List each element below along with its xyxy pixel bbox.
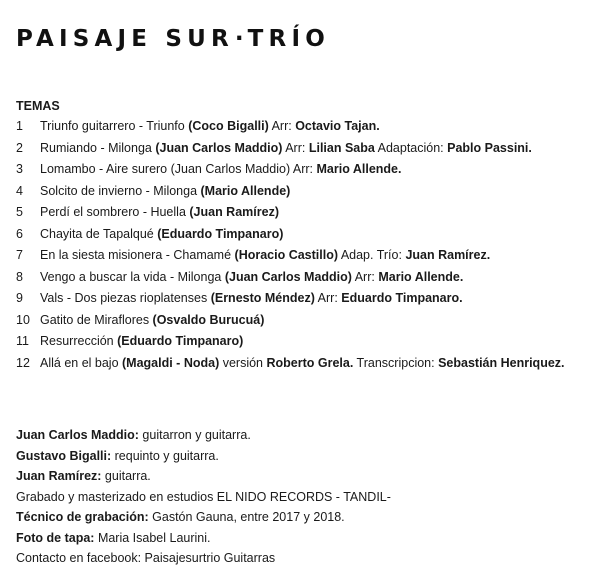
track-credit-bold: (Horacio Castillo) bbox=[234, 248, 339, 262]
track-text: Adaptación: bbox=[374, 140, 448, 155]
track-credit-bold: Sebastián Henriquez. bbox=[438, 355, 565, 370]
track-number: 2 bbox=[16, 140, 23, 155]
track-number: 3 bbox=[16, 162, 23, 176]
credit-row bbox=[16, 528, 600, 549]
track-text: En la siesta misionera - Chamamé bbox=[40, 248, 235, 262]
credit-text: Grabado y masterizado en estudios EL NIDO RECORDS - TANDIL- bbox=[16, 489, 391, 504]
credit-row bbox=[16, 425, 600, 446]
track-text: Rumiando - Milonga bbox=[40, 140, 156, 155]
track-credit-bold: Pablo Passini. bbox=[447, 140, 532, 155]
track-row bbox=[16, 116, 600, 138]
track-row bbox=[16, 353, 600, 375]
credits-list bbox=[16, 425, 600, 569]
track-number: 9 bbox=[16, 291, 23, 305]
credit-label: Juan Carlos Maddio: bbox=[16, 428, 139, 442]
track-number: 5 bbox=[16, 205, 23, 219]
credit-row bbox=[16, 466, 600, 487]
track-text: Solcito de invierno - Milonga bbox=[40, 183, 201, 198]
track-credit-bold: (Mario Allende) bbox=[200, 183, 291, 198]
track-row bbox=[16, 331, 600, 353]
track-rows bbox=[16, 116, 600, 374]
track-row bbox=[16, 224, 600, 246]
credit-label: Técnico de grabación: bbox=[16, 510, 149, 524]
track-row bbox=[16, 159, 600, 181]
credit-row bbox=[16, 548, 600, 569]
track-credit-bold: (Eduardo Timpanaro) bbox=[157, 226, 284, 241]
track-list bbox=[16, 96, 600, 374]
track-credit-bold: Mario Allende. bbox=[378, 269, 464, 284]
track-text: Lomambo - Aire surero (Juan Carlos Maddio) Arr: bbox=[40, 162, 317, 176]
track-text: Vals - Dos piezas rioplatenses bbox=[40, 291, 211, 305]
page-title bbox=[16, 24, 330, 54]
credit-text: Contacto en facebook: Paisajesurtrio Guitarras bbox=[16, 551, 276, 565]
track-credit-bold: Mario Allende. bbox=[316, 162, 402, 176]
track-credit-bold: Roberto Grela. bbox=[266, 355, 354, 370]
credit-row bbox=[16, 487, 600, 508]
track-row bbox=[16, 310, 600, 332]
credit-row bbox=[16, 507, 600, 528]
track-text: Chayita de Tapalqué bbox=[40, 226, 158, 241]
track-number: 12 bbox=[16, 355, 30, 370]
credit-label: Gustavo Bigalli: bbox=[16, 448, 112, 463]
track-text: Transcripcion: bbox=[353, 355, 439, 370]
track-number: 4 bbox=[16, 183, 23, 198]
track-credit-bold: (Magaldi - Noda) bbox=[122, 355, 220, 370]
track-credit-bold: Eduardo Timpanaro. bbox=[341, 291, 463, 305]
track-number: 10 bbox=[16, 312, 30, 327]
track-row bbox=[16, 181, 600, 203]
track-number: 6 bbox=[16, 226, 23, 241]
track-text: Triunfo guitarrero - Triunfo bbox=[40, 119, 189, 133]
track-text: Arr: bbox=[351, 269, 379, 284]
title-dot: · bbox=[234, 26, 247, 52]
track-row bbox=[16, 138, 600, 160]
track-row bbox=[16, 267, 600, 289]
credit-label: Foto de tapa: bbox=[16, 530, 95, 545]
track-credit-bold: (Eduardo Timpanaro) bbox=[117, 334, 244, 348]
credit-text: requinto y guitarra. bbox=[111, 448, 219, 463]
track-row bbox=[16, 288, 600, 310]
track-credit-bold: (Coco Bigalli) bbox=[188, 119, 269, 133]
credit-label: Juan Ramírez: bbox=[16, 469, 102, 483]
track-number: 7 bbox=[16, 248, 23, 262]
credit-text: guitarron y guitarra. bbox=[138, 428, 251, 442]
track-row bbox=[16, 245, 600, 267]
track-text: Arr: bbox=[282, 140, 309, 155]
temas-heading: TEMAS bbox=[16, 99, 60, 113]
track-text: Arr: bbox=[268, 119, 296, 133]
track-text: Resurrección bbox=[40, 334, 118, 348]
track-credit-bold: (Osvaldo Burucuá) bbox=[152, 312, 265, 327]
track-number: 11 bbox=[16, 334, 29, 348]
credit-row bbox=[16, 446, 600, 467]
track-credit-bold: Lilian Saba bbox=[308, 140, 375, 155]
track-text: Vengo a buscar la vida - Milonga bbox=[40, 269, 225, 284]
track-credit-bold: (Juan Carlos Maddio) bbox=[155, 140, 283, 155]
credit-text: Gastón Gauna, entre 2017 y 2018. bbox=[148, 510, 345, 524]
track-text: versión bbox=[219, 355, 267, 370]
track-text: Arr: bbox=[314, 291, 342, 305]
title-main: PAISAJE SUR bbox=[16, 26, 234, 52]
credit-text: guitarra. bbox=[101, 469, 151, 483]
track-text: Gatito de Miraflores bbox=[40, 312, 153, 327]
track-credit-bold: (Ernesto Méndez) bbox=[210, 291, 315, 305]
track-text: Perdí el sombrero - Huella bbox=[40, 205, 190, 219]
track-credit-bold: Juan Ramírez. bbox=[405, 248, 491, 262]
track-text: Allá en el bajo bbox=[40, 355, 123, 370]
track-text: Adap. Trío: bbox=[338, 248, 406, 262]
track-number: 8 bbox=[16, 269, 23, 284]
track-credit-bold: (Juan Ramírez) bbox=[189, 205, 279, 219]
track-credit-bold: Octavio Tajan. bbox=[295, 119, 380, 133]
track-credit-bold: (Juan Carlos Maddio) bbox=[224, 269, 352, 284]
track-number: 1 bbox=[16, 119, 23, 133]
title-trio: TRÍO bbox=[247, 26, 330, 52]
credit-text: Maria Isabel Laurini. bbox=[94, 530, 211, 545]
track-row bbox=[16, 202, 600, 224]
